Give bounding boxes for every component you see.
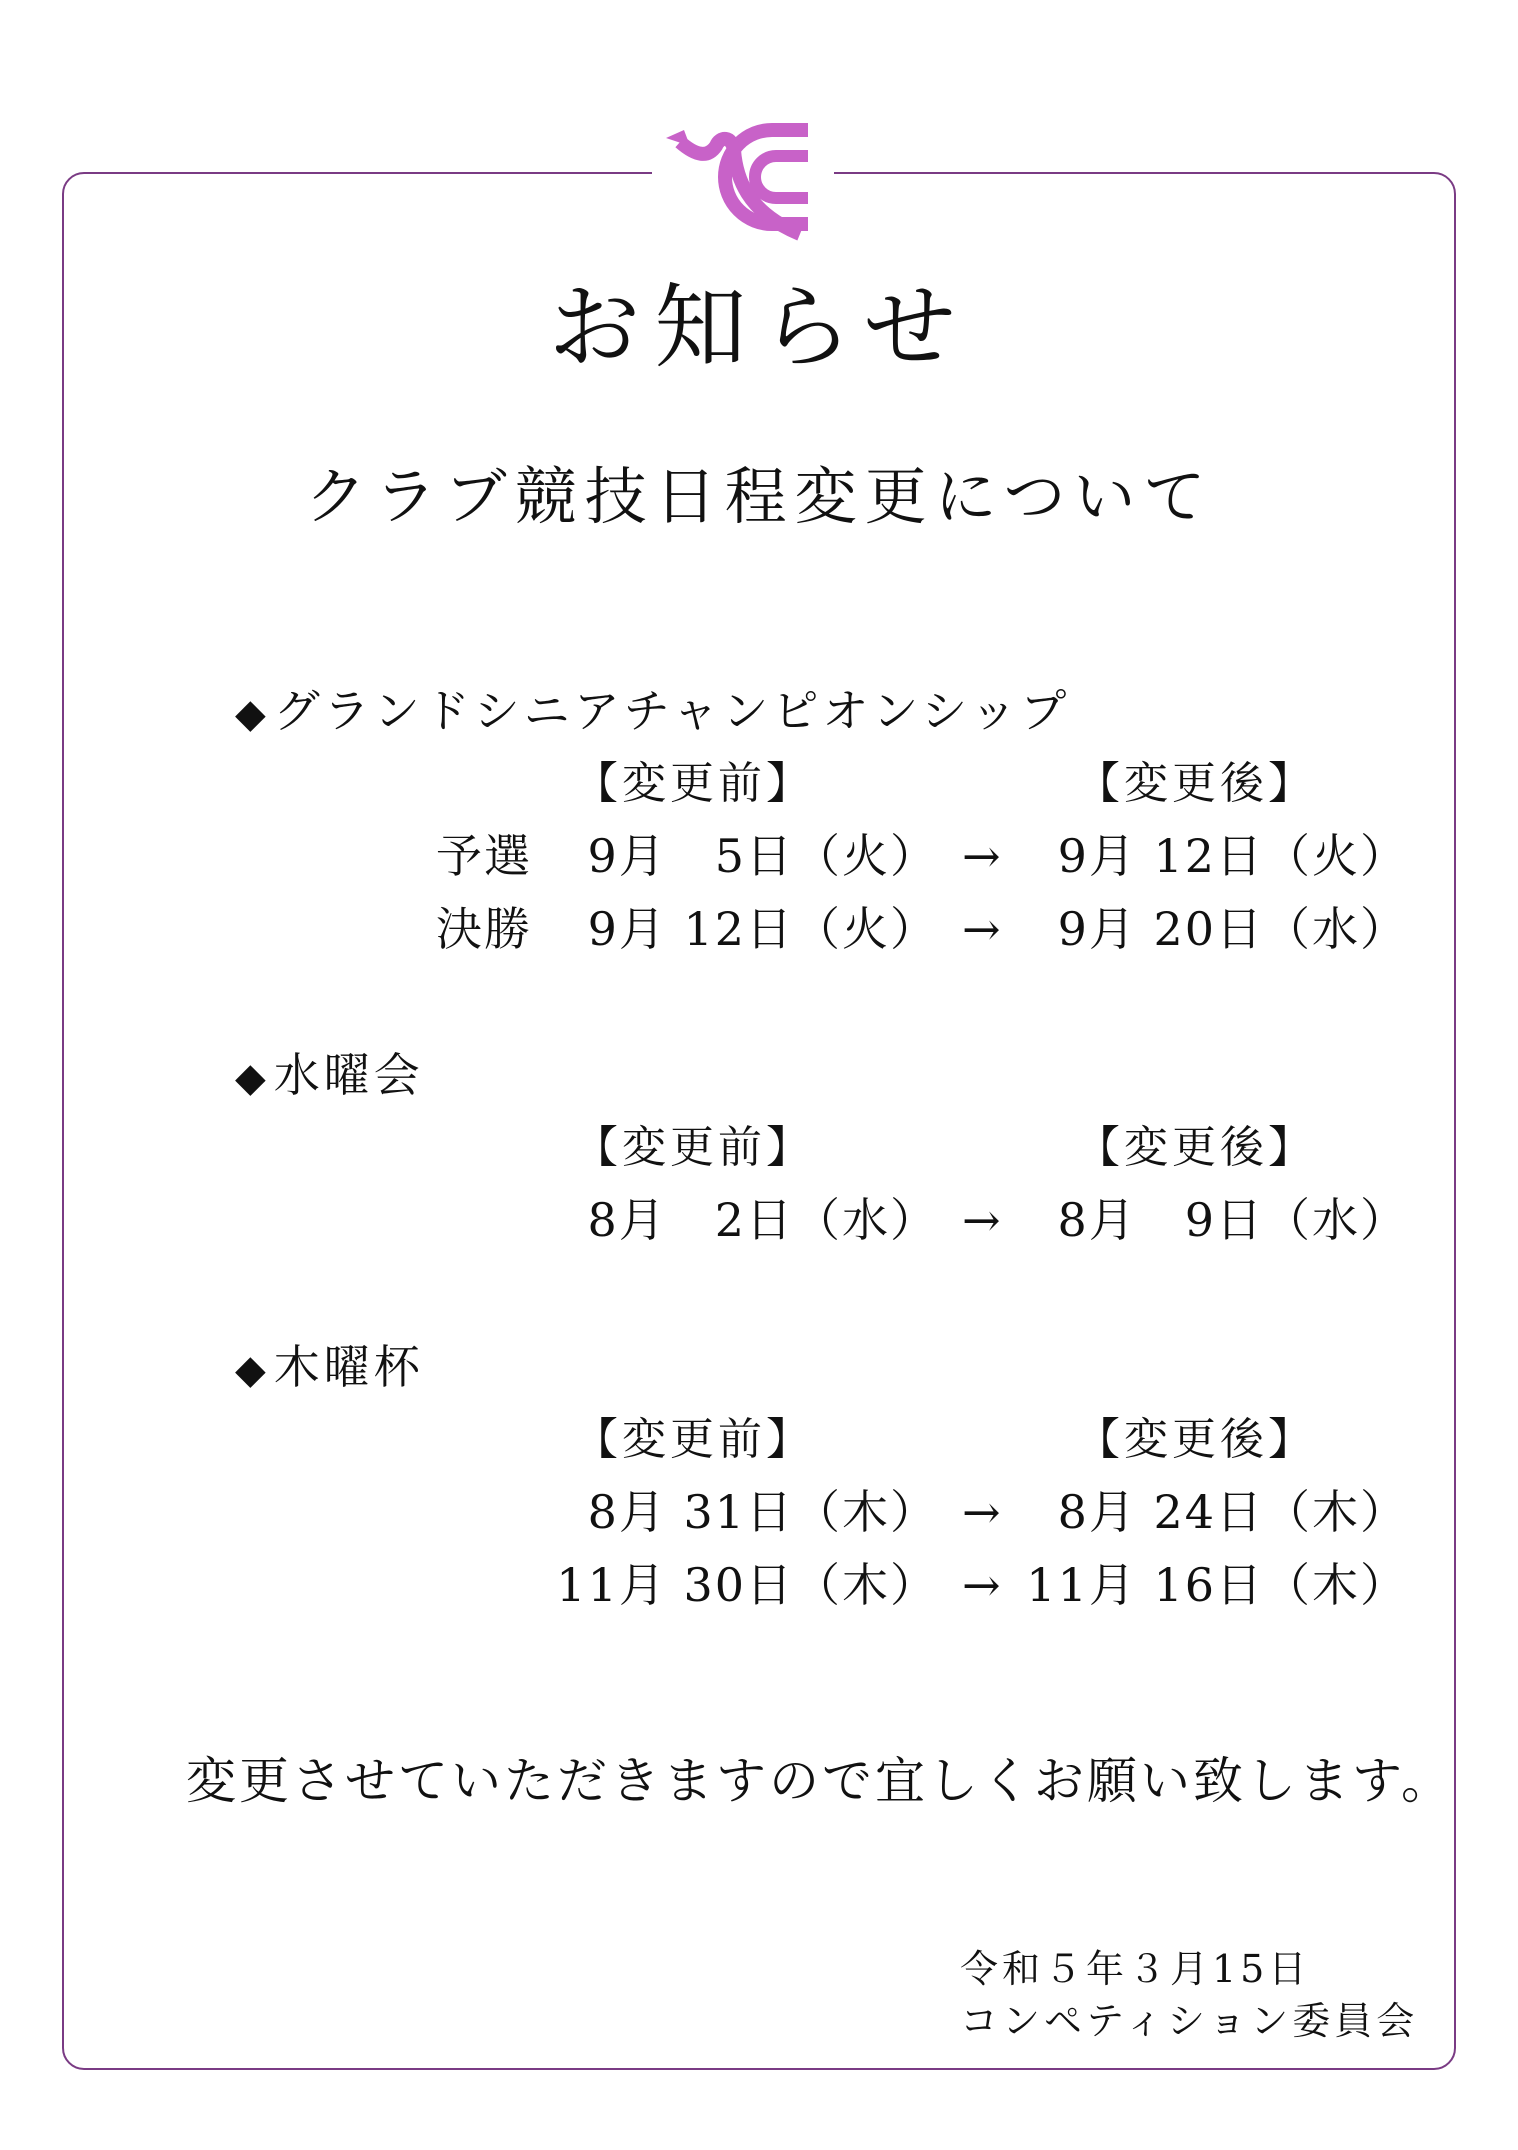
before-date: 8月 2日（水）	[587, 1193, 938, 1247]
issuing-organization: コンペティション委員会	[960, 1999, 1419, 2043]
round-label: 予選	[436, 829, 532, 883]
before-column-label: 【変更前】	[574, 1414, 814, 1465]
after-date: 9月 20日（水）	[1057, 902, 1408, 956]
after-column-label: 【変更後】	[1076, 1122, 1316, 1173]
issue-date: 令和５年３月15日	[960, 1947, 1311, 1991]
before-date: 9月 5日（火）	[587, 829, 938, 883]
schedule-row	[0, 830, 1518, 882]
after-column-label: 【変更後】	[1076, 758, 1316, 809]
before-date: 11月 30日（木）	[556, 1558, 938, 1612]
section-heading	[235, 684, 1071, 738]
after-column-label: 【変更後】	[1076, 1414, 1316, 1465]
schedule-row	[0, 1559, 1518, 1611]
closing-message: 変更させていただきますので宜しくお願い致します。	[186, 1752, 1454, 1810]
arrow-icon: →	[962, 1485, 1003, 1539]
schedule-row	[0, 1194, 1518, 1246]
before-date: 9月 12日（火）	[587, 902, 938, 956]
schedule-row	[0, 903, 1518, 955]
before-date: 8月 31日（木）	[587, 1485, 938, 1539]
round-label: 決勝	[436, 902, 532, 956]
arrow-icon: →	[962, 1193, 1003, 1247]
section-heading	[235, 1048, 424, 1102]
page-subtitle: クラブ競技日程変更について	[304, 460, 1214, 533]
after-date: 9月 12日（火）	[1057, 829, 1408, 883]
diamond-icon: ◆	[235, 691, 270, 737]
section-name: 水曜会	[273, 1048, 424, 1102]
after-date: 11月 16日（木）	[1026, 1558, 1408, 1612]
after-date: 8月 9日（水）	[1057, 1193, 1408, 1247]
section-name: グランドシニアチャンピオンシップ	[273, 684, 1071, 738]
section-heading	[235, 1340, 424, 1394]
before-column-label: 【変更前】	[574, 1122, 814, 1173]
diamond-icon: ◆	[235, 1055, 270, 1101]
before-column-label: 【変更前】	[574, 758, 814, 809]
schedule-row	[0, 1486, 1518, 1538]
page-title: お知らせ	[548, 274, 970, 381]
club-emblem-icon	[660, 116, 826, 244]
arrow-icon: →	[962, 829, 1003, 883]
after-date: 8月 24日（木）	[1057, 1485, 1408, 1539]
section-name: 木曜杯	[273, 1340, 424, 1394]
diamond-icon: ◆	[235, 1347, 270, 1393]
arrow-icon: →	[962, 1558, 1003, 1612]
arrow-icon: →	[962, 902, 1003, 956]
